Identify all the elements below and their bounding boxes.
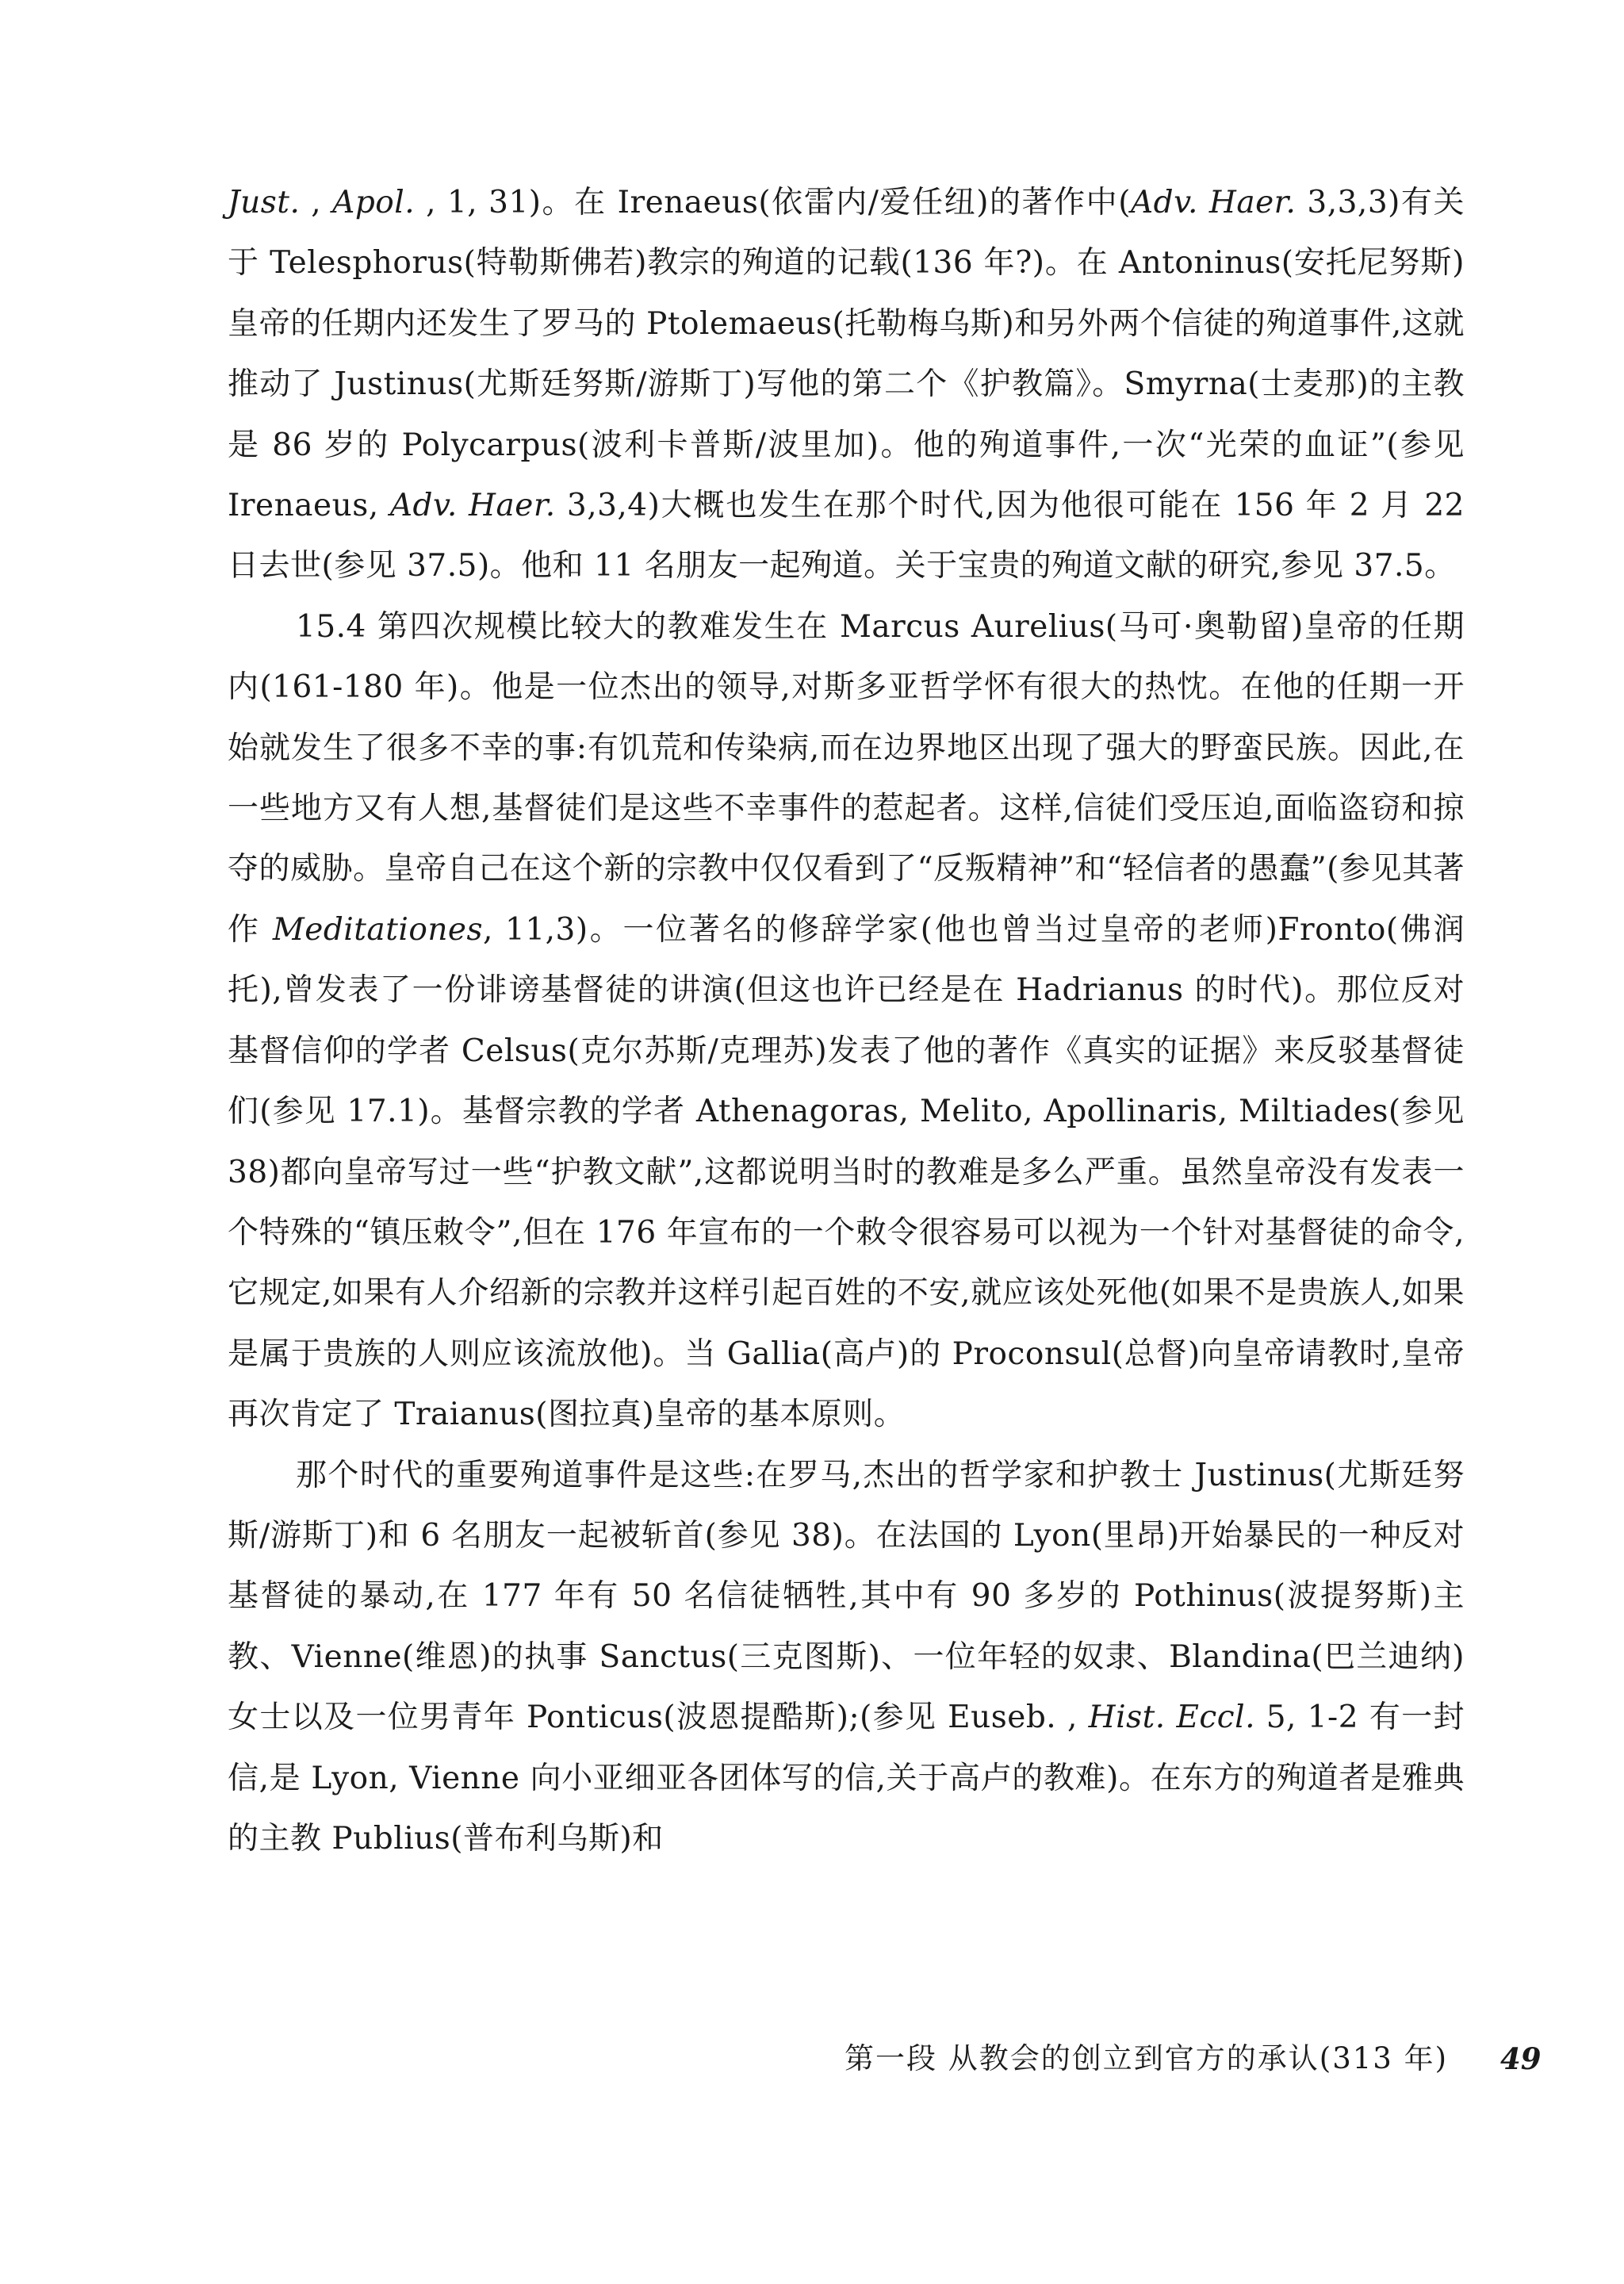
text-run: 15.4 第四次规模比较大的教难发生在 Marcus Aurelius(马可·奥勒留)皇帝的任期内(161-180 年)。他是一位杰出的领导,对斯多亚哲学怀有很大的热忱。在他的任期一开始就发生了很多不幸的事:有饥荒和传染病,而在边界地区出现了强大的野蛮民族。因此,在一些地方又有人想,基督徒们是这些不幸事件的惹起者。这样,信徒们受压迫,面临盗窃和掠夺的威胁。皇帝自己在这个新的宗教中仅仅看到了“反叛精神”和“轻信者的愚蠢”(参见其著作 xyxy=(228,608,1465,948)
text-run: 那个时代的重要殉道事件是这些:在罗马,杰出的哲学家和护教士 Justinus(尤斯廷努斯/游斯丁)和 6 名朋友一起被斩首(参见 38)。在法国的 Lyon(里昂)开始暴民的一种反对基督徒的暴动,在 177 年有 50 名信徒牺牲,其中有 90 多岁的 Pothinus(波提努斯)主教、Vienne(维恩)的执事 Sanctus(三克图斯)、一位年轻的奴隶、Blandina(巴兰迪纳)女士以及一位男青年 Ponticus(波恩提酷斯);(参见 Euseb. , xyxy=(228,1457,1465,1736)
text-run: , 1, 31)。在 Irenaeus(依雷内/爱任纽)的著作中( xyxy=(415,185,1131,220)
body-text xyxy=(228,173,1465,1869)
italic-citation: Hist. Eccl. xyxy=(1088,1700,1255,1736)
footer-section-title: 第一段 从教会的创立到官方的承认(313 年) xyxy=(845,2041,1449,2075)
paragraph xyxy=(228,173,1465,597)
text-run: , xyxy=(300,185,333,220)
paragraph xyxy=(228,1446,1465,1870)
italic-citation: Apol. xyxy=(332,185,416,220)
text-run: 3,3,4)大概也发生在那个时代,因为他很可能在 156 年 2 月 22 日去世(参见 37.5)。他和 11 名朋友一起殉道。关于宝贵的殉道文献的研究,参见 37.5。 xyxy=(228,488,1465,584)
paragraph xyxy=(228,597,1465,1446)
italic-citation: Adv. Haer. xyxy=(389,488,556,524)
text-run: , 11,3)。一位著名的修辞学家(他也曾当过皇帝的老师)Fronto(佛润托),曾发表了一份诽谤基督徒的讲演(但这也许已经是在 Hadrianus 的时代)。那位反对基督信仰的学者 Celsus(克尔苏斯/克理苏)发表了他的著作《真实的证据》来反驳基督徒们(参见 17.1)。基督宗教的学者 Athenagoras, Melito, Apollinaris, Miltiades(参见 38)都向皇帝写过一些“护教文献”,这都说明当时的教难是多么严重。虽然皇帝没有发表一个特殊的“镇压敕令”,但在 176 年宣布的一个敕令很容易可以视为一个针对基督徒的命令,它规定,如果有人介绍新的宗教并这样引起百姓的不安,就应该处死他(如果不是贵族人,如果是属于贵族的人则应该流放他)。当 Gallia(高卢)的 Proconsul(总督)向皇帝请教时,皇帝再次肯定了 Traianus(图拉真)皇帝的基本原则。 xyxy=(228,911,1465,1433)
text-run: 3,3,3)有关于 Telesphorus(特勒斯佛若)教宗的殉道的记载(136 年?)。在 Antoninus(安托尼努斯)皇帝的任期内还发生了罗马的 Ptolemaeus(托勒梅乌斯)和另外两个信徒的殉道事件,这就推动了 Justinus(尤斯廷努斯/游斯丁)写他的第二个《护教篇》。Smyrna(士麦那)的主教是 86 岁的 Polycarpus(波利卡普斯/波里加)。他的殉道事件,一次“光荣的血证”(参见 Irenaeus, xyxy=(228,185,1465,524)
page-number: 49 xyxy=(1500,2041,1542,2076)
text-run: 5, 1-2 有一封信,是 Lyon, Vienne 向小亚细亚各团体写的信,关于高卢的教难)。在东方的殉道者是雅典的主教 Publius(普布利乌斯)和 xyxy=(228,1700,1465,1857)
italic-citation: Meditationes xyxy=(272,911,484,948)
italic-citation: Just. xyxy=(228,185,301,220)
italic-citation: Adv. Haer. xyxy=(1130,185,1297,220)
running-footer xyxy=(0,2035,1624,2083)
